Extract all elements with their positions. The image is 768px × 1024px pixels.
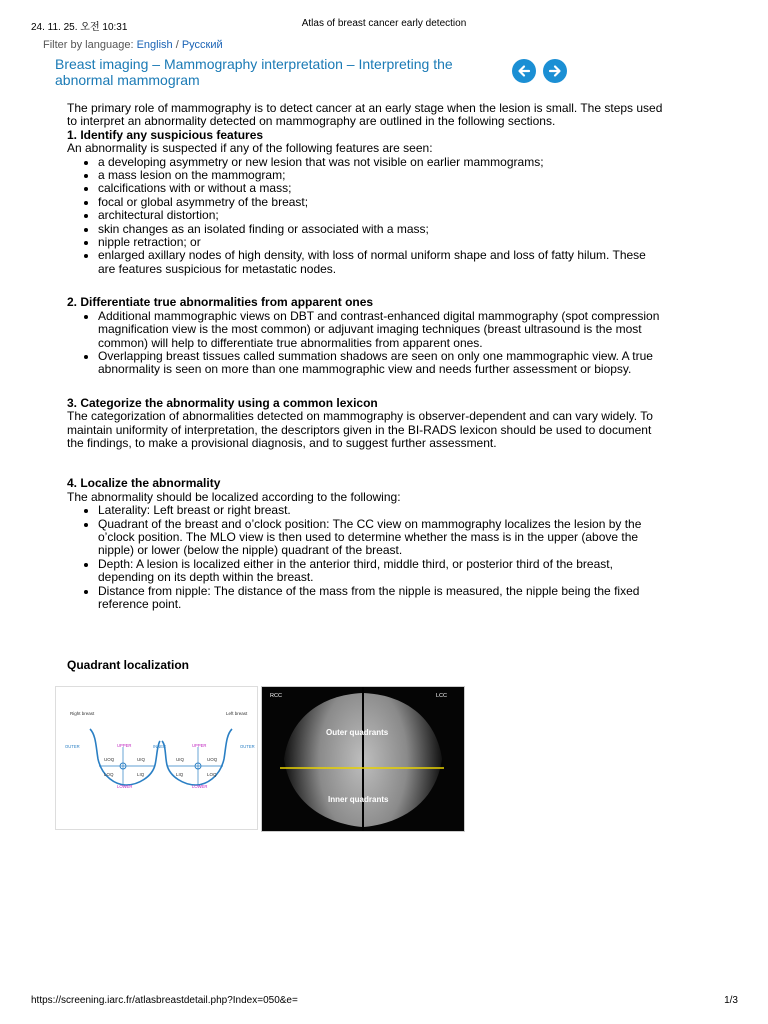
list-item: • a mass lesion on the mammogram; [98,169,663,182]
arrow-right-circle-icon [547,63,563,79]
bullet-list [67,504,663,611]
left-breast-outline [162,729,232,785]
section-text: The abnormality should be localized according to the following: [67,489,401,504]
print-url: https://screening.iarc.fr/atlasbreastdetail.php?Index=050&e= [31,995,298,1006]
next-page-button[interactable] [543,59,567,83]
loq-label-right: LOQ [104,772,114,777]
outer-label-right: OUTER [65,744,80,749]
list-item: • Distance from nipple: The distance of the mass from the nipple is measured, the nipple being the fixed reference point. [98,585,663,612]
language-link-english[interactable]: English [136,39,173,51]
right-breast-label: Right breast [70,711,95,716]
list-item: • Depth: A lesion is localized either in the anterior third, middle third, or posterior third of the breast, depending on its depth within the breast. [98,558,663,585]
print-datetime: 24. 11. 25. 오전 10:31 [31,22,128,33]
section-text: An abnormality is suspected if any of the following features are seen: [67,141,433,156]
page-title: Breast imaging – Mammography interpretation – Interpreting the abnormal mammogram [55,56,453,88]
rcc-label: RCC [270,693,282,699]
list-item: • focal or global asymmetry of the breast; [98,196,663,209]
arrow-left-circle-icon [516,63,532,79]
section-heading: 1. Identify any suspicious features [67,127,264,142]
language-filter [43,39,223,51]
bullet-list [67,156,663,277]
list-item: • Laterality: Left breast or right breast. [98,504,663,517]
list-item: • a developing asymmetry or new lesion that was not visible on earlier mammograms; [98,156,663,169]
liq-label-left: LIQ [176,772,184,777]
outer-quadrants-label: Outer quadrants [326,728,389,737]
lower-label-right: LOWER [117,784,133,789]
filter-separator: / [175,39,179,51]
quadrant-diagram [55,686,258,830]
lower-label-left: LOWER [192,784,208,789]
list-item: • architectural distortion; [98,209,663,222]
filter-label: Filter by language: [43,39,134,51]
upper-label-right: UPPER [117,743,132,748]
print-header [0,18,768,32]
previous-page-button[interactable] [512,59,536,83]
loq-label-left: LOQ [207,772,217,777]
section-categorize [67,397,663,451]
list-item: • Overlapping breast tissues called summation shadows are seen on only one mammographic view. A true abnormality is seen on more than one mammographic view and needs further assessment or biopsy. [98,350,663,377]
quadrant-heading: Quadrant localization [67,658,190,672]
section-heading: 4. Localize the abnormality [67,476,221,491]
section-differentiate [67,296,663,376]
print-footer [0,995,768,1009]
print-page-title: Atlas of breast cancer early detection [301,18,467,29]
print-page-number: 1/3 [724,995,738,1006]
list-item: • calcifications with or without a mass; [98,182,663,195]
right-breast-outline [90,729,160,785]
liq-label-right: LIQ [137,772,145,777]
list-item: • Quadrant of the breast and o’clock position: The CC view on mammography localizes the lesion by the o’clock position. The MLO view is then used to determine whether the mass is in the upper (above the nipple) or lower (below the nipple) quadrant of the breast. [98,518,663,558]
section-heading: 2. Differentiate true abnormalities from apparent ones [67,295,374,310]
mammogram-image [261,686,465,832]
section-text: The categorization of abnormalities detected on mammography is observer-dependent and can vary widely. To maintain uniformity of interpretation, the descriptors given in the BI-RADS lexicon should be used to document the findings, to make a provisional diagnosis, and to suggest further assessment. [67,409,653,450]
lcc-label: LCC [436,693,448,699]
section-localize [67,477,663,611]
inner-label-center: INNER [153,744,167,749]
bullet-list [67,310,663,377]
uoq-label-right: UOQ [104,757,115,762]
list-item: • skin changes as an isolated finding or associated with a mass; [98,223,663,236]
intro-paragraph: The primary role of mammography is to detect cancer at an early stage when the lesion is small. The steps used to interpret an abnormality detected on mammography are outlined in the following sections. [67,101,663,129]
outer-label-left: OUTER [240,744,255,749]
section-heading: 3. Categorize the abnormality using a common lexicon [67,395,378,410]
left-breast-label: Left breast [226,711,248,716]
list-item: • enlarged axillary nodes of high density, with loss of normal uniform shape and loss of fatty hilum. These are features suspicious for metastatic nodes. [98,249,663,276]
uiq-label-left: UIQ [176,757,185,762]
uiq-label-right: UIQ [137,757,146,762]
uoq-label-left: UOQ [207,757,218,762]
article-body [67,102,663,631]
inner-quadrants-label: Inner quadrants [328,795,389,804]
list-item: • nipple retraction; or [98,236,663,249]
upper-label-left: UPPER [192,743,207,748]
list-item: • Additional mammographic views on DBT and contrast-enhanced digital mammography (spot compression magnification view is the most common) or adjuvant imaging techniques (breast ultrasound is the most common) will help to differentiate true abnormalities from apparent ones. [98,310,663,350]
language-link-russian[interactable]: Русский [181,39,223,51]
section-identify [67,129,663,276]
